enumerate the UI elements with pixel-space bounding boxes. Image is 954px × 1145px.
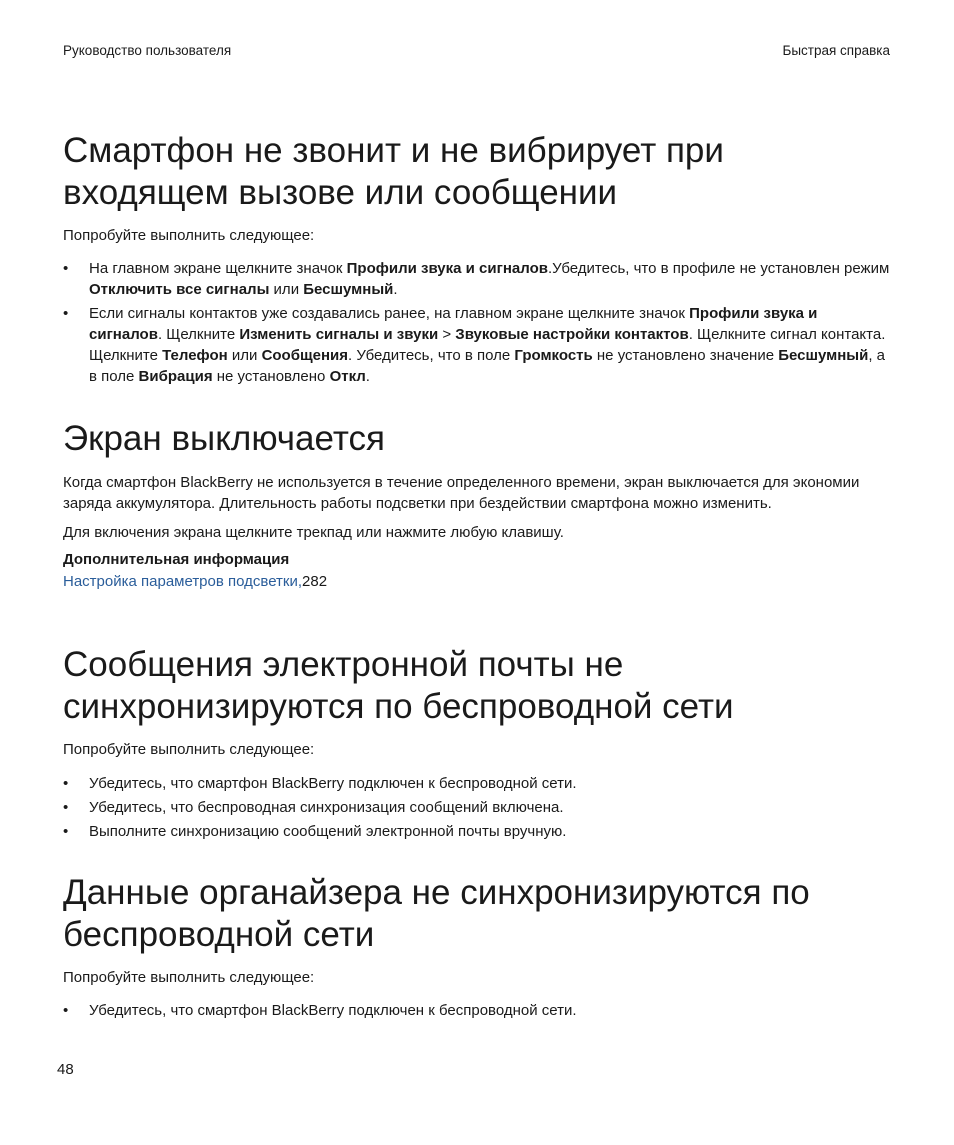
ui-term: Звуковые настройки контактов — [455, 326, 689, 343]
text-run: . Щелкните — [157, 326, 240, 343]
list-item-text: Убедитесь, что беспроводная синхронизация сообщений включена. — [89, 799, 564, 816]
ui-term: Громкость — [514, 347, 593, 364]
text-run: или — [227, 347, 262, 364]
list-item — [63, 303, 893, 387]
ui-term: Откл — [329, 368, 366, 385]
running-header-section: Быстрая справка — [782, 43, 890, 58]
body-paragraph: Когда смартфон BlackBerry не используется в течение определенного времени, экран выключается для экономии заряда аккумулятора. Длительность работы подсветки при бездействии смартфона можно изменить. — [63, 474, 860, 512]
bullet-list — [63, 1000, 893, 1021]
bullet-mark: • — [63, 1002, 69, 1019]
more-info-heading: Дополнительная информация — [63, 551, 290, 568]
text-run: не установлено — [212, 368, 330, 385]
list-item-text: Убедитесь, что смартфон BlackBerry подключен к беспроводной сети. — [89, 775, 577, 792]
section-title: Экран выключается — [63, 419, 385, 458]
intro-text: Попробуйте выполнить следующее: — [63, 741, 315, 758]
running-header-title: Руководство пользователя — [63, 43, 232, 58]
ui-term: Бесшумный — [778, 347, 869, 364]
text-run: . — [365, 368, 370, 385]
text-run: . Щелкните сигнал контакта. Щелкните — [89, 326, 886, 364]
section-title — [63, 872, 893, 956]
section-screen-turns-off — [63, 418, 893, 592]
bullet-mark: • — [63, 799, 69, 816]
bullet-mark: • — [63, 305, 69, 322]
title-line-2: входящем вызове или сообщении — [63, 173, 618, 212]
intro-text: Попробуйте выполнить следующее: — [63, 227, 315, 244]
ui-term: Профили звука и сигналов — [89, 305, 818, 343]
backlight-settings-link[interactable]: Настройка параметров подсветки, — [63, 573, 303, 590]
ui-term: Отключить все сигналы — [89, 281, 270, 298]
bullet-mark: • — [63, 823, 69, 840]
text-run: не установлено значение — [592, 347, 779, 364]
section-title — [63, 644, 893, 728]
section-phone-not-ringing — [63, 130, 893, 387]
list-item — [63, 258, 893, 300]
ui-term: Вибрация — [138, 368, 213, 385]
title-line-1: Данные органайзера не синхронизируются по — [63, 873, 810, 912]
bullet-list — [63, 258, 893, 387]
body-paragraph: Для включения экрана щелкните трекпад или нажмите любую клавишу. — [63, 524, 564, 541]
text-run: > — [438, 326, 456, 343]
bullet-mark: • — [63, 260, 69, 277]
bullet-list — [63, 773, 893, 842]
section-organizer-not-syncing — [63, 872, 893, 1021]
list-item-text: Убедитесь, что смартфон BlackBerry подключен к беспроводной сети. — [89, 1002, 577, 1019]
ui-term: Телефон — [162, 347, 228, 364]
text-run: Если сигналы контактов уже создавались ранее, на главном экране щелкните значок — [89, 305, 690, 322]
title-line-1: Сообщения электронной почты не — [63, 645, 624, 684]
section-title — [63, 130, 893, 214]
ui-term: Профили звука и сигналов — [346, 260, 548, 277]
link-page-number: 282 — [302, 573, 328, 590]
title-line-2: синхронизируются по беспроводной сети — [63, 687, 734, 726]
text-run: На главном экране щелкните значок — [89, 260, 347, 277]
bullet-mark: • — [63, 775, 69, 792]
text-run: . — [393, 281, 398, 298]
ui-term: Бесшумный — [303, 281, 394, 298]
text-run: .Убедитесь, что в профиле не установлен режим — [547, 260, 890, 277]
related-topic — [63, 571, 893, 592]
title-line-1: Смартфон не звонит и не вибрирует при — [63, 131, 724, 170]
list-item-text: Выполните синхронизацию сообщений электронной почты вручную. — [89, 823, 567, 840]
page-number: 48 — [57, 1061, 74, 1078]
list-item — [63, 797, 893, 818]
list-item — [63, 773, 893, 794]
intro-text: Попробуйте выполнить следующее: — [63, 969, 315, 986]
text-run: или — [269, 281, 304, 298]
section-email-not-syncing — [63, 644, 893, 842]
text-run: . Убедитесь, что в поле — [348, 347, 515, 364]
title-line-2: беспроводной сети — [63, 915, 375, 954]
ui-term: Сообщения — [261, 347, 349, 364]
list-item — [63, 821, 893, 842]
list-item — [63, 1000, 893, 1021]
text-run: , а в поле — [89, 347, 886, 385]
ui-term: Изменить сигналы и звуки — [239, 326, 439, 343]
